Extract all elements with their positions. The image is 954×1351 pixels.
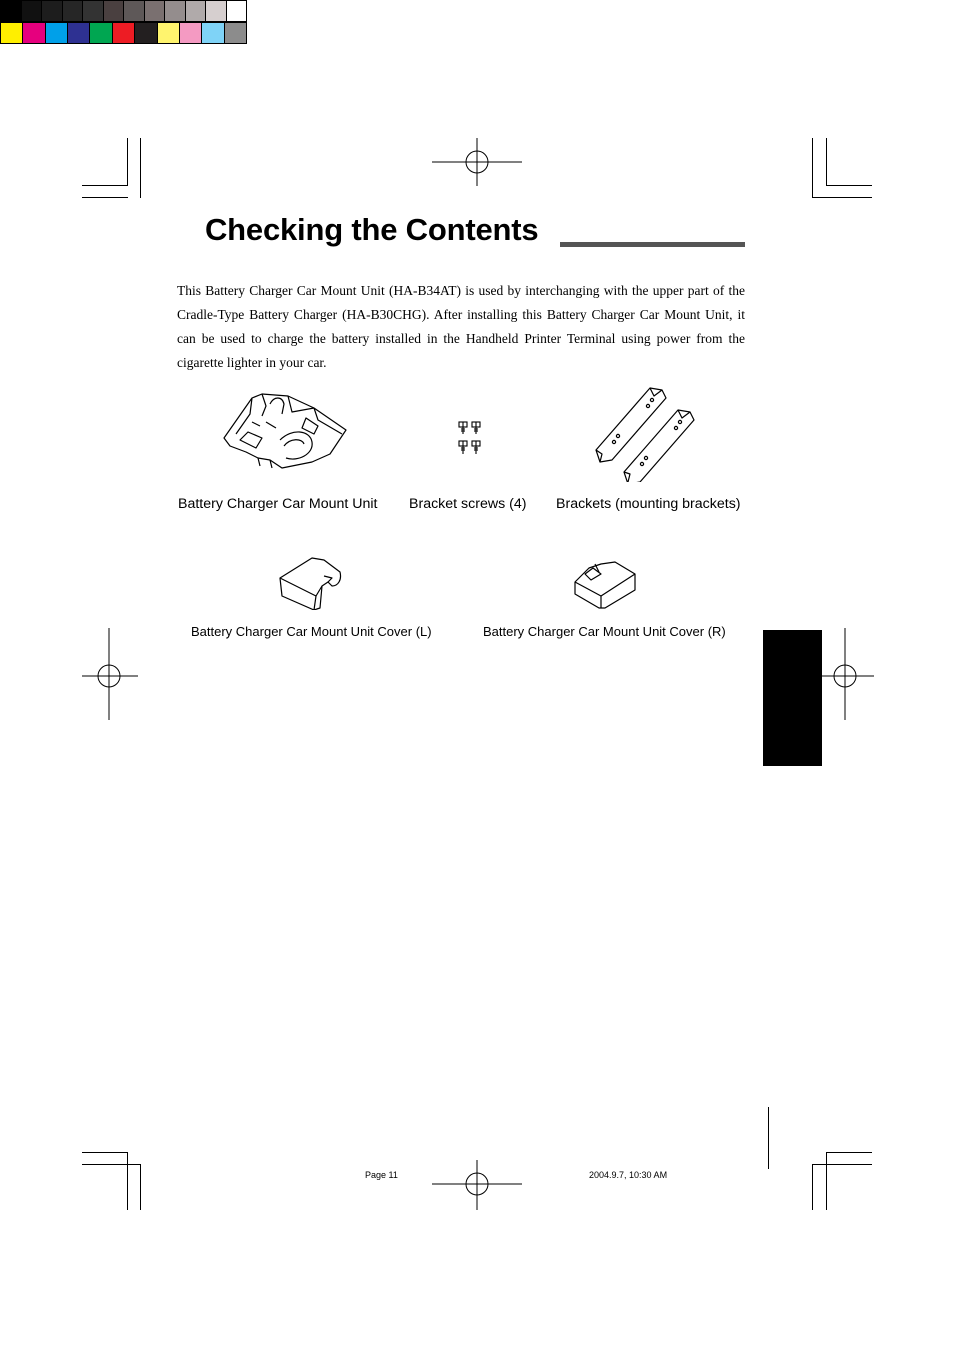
crop-mark (812, 1164, 872, 1165)
item-caption-screws: Bracket screws (4) (409, 496, 527, 512)
crop-mark (826, 185, 872, 186)
color-swatch (180, 23, 202, 43)
crop-mark (826, 1152, 827, 1210)
cover-left-illustration-icon (278, 556, 344, 610)
crop-mark (127, 138, 128, 186)
title-rule (560, 242, 745, 247)
color-swatch (90, 23, 112, 43)
gray-swatch (165, 1, 186, 21)
crop-mark (812, 1164, 813, 1210)
gray-swatch (227, 1, 247, 21)
item-caption-cover-left: Battery Charger Car Mount Unit Cover (L) (191, 624, 432, 639)
screws-illustration-icon (457, 420, 483, 456)
crop-mark (140, 138, 141, 198)
crop-mark (140, 1164, 141, 1210)
registration-mark-icon (82, 628, 138, 720)
color-swatch (23, 23, 45, 43)
margin-line (768, 1107, 769, 1169)
gray-swatch (1, 1, 22, 21)
crop-mark (127, 1152, 128, 1210)
item-caption-mount-unit: Battery Charger Car Mount Unit (178, 496, 378, 512)
registration-mark-icon (432, 1160, 522, 1210)
registration-mark-icon (432, 138, 522, 186)
registration-mark-icon (818, 628, 874, 720)
color-swatch (225, 23, 246, 43)
color-swatch (135, 23, 157, 43)
crop-mark (82, 185, 128, 186)
gray-swatch (206, 1, 227, 21)
gray-swatch (22, 1, 43, 21)
gray-swatch (63, 1, 84, 21)
item-caption-cover-right: Battery Charger Car Mount Unit Cover (R) (483, 624, 726, 639)
item-caption-brackets: Brackets (mounting brackets) (556, 496, 741, 512)
color-swatch (68, 23, 90, 43)
gray-swatch (42, 1, 63, 21)
intro-paragraph: This Battery Charger Car Mount Unit (HA-B34AT) is used by interchanging with the upper part of the Cradle-Type Battery Charger (HA-B30CHG). After installing this Battery Charger Car Mount Unit, it can be used to charge the battery installed in the Handheld Printer Terminal using power from the cigarette lighter in your car. (177, 283, 745, 370)
gray-swatch (186, 1, 207, 21)
crop-mark (82, 1152, 128, 1153)
crop-mark (826, 138, 827, 186)
color-swatch (158, 23, 180, 43)
brackets-illustration-icon (592, 386, 698, 482)
gray-swatch (145, 1, 166, 21)
color-bar (0, 22, 247, 44)
crop-mark (82, 197, 128, 198)
gray-swatch (83, 1, 104, 21)
color-swatch (113, 23, 135, 43)
color-swatch (46, 23, 68, 43)
page-title: Checking the Contents (205, 212, 539, 247)
color-swatch (1, 23, 23, 43)
footer-timestamp: 2004.9.7, 10:30 AM (589, 1170, 668, 1180)
section-tab (763, 630, 822, 766)
mount-unit-illustration-icon (222, 392, 350, 470)
crop-mark (82, 1164, 140, 1165)
crop-mark (812, 138, 813, 198)
crop-mark (812, 197, 872, 198)
gray-swatch (104, 1, 125, 21)
footer-page-number: Page 11 (365, 1170, 398, 1180)
cover-right-illustration-icon (571, 560, 639, 610)
gray-swatch (124, 1, 145, 21)
gray-scale-bar (0, 0, 247, 22)
color-swatch (202, 23, 224, 43)
crop-mark (826, 1152, 872, 1153)
